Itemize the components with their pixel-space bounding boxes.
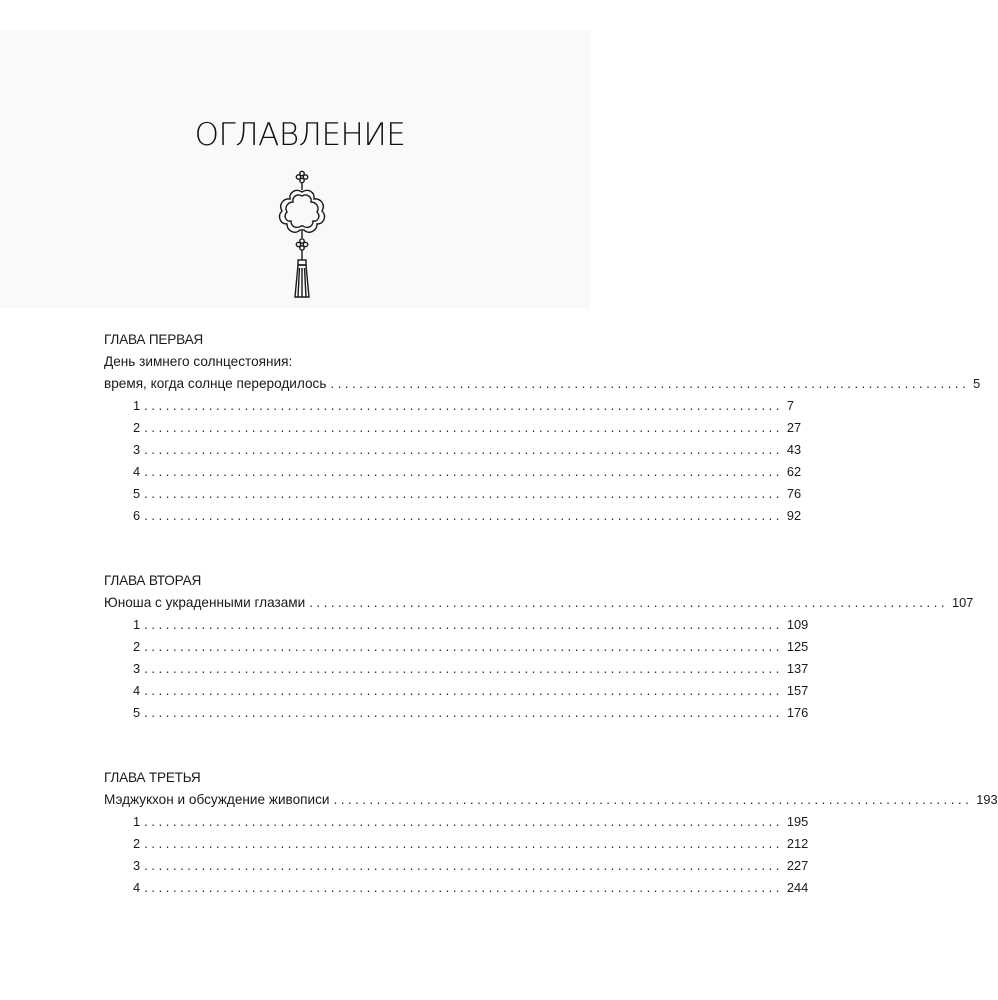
page-number: 92 [786, 508, 802, 523]
section-number: 5 [133, 705, 141, 720]
dot-leader: ......................................................................................... [144, 705, 783, 720]
dot-leader: ......................................................................................... [333, 792, 973, 807]
toc-section[interactable] [104, 680, 809, 702]
page-number: 7 [786, 398, 794, 413]
dot-leader: ......................................................................................... [144, 617, 783, 632]
toc-section[interactable] [104, 439, 802, 461]
toc-section[interactable] [104, 636, 809, 658]
section-number: 1 [133, 398, 141, 413]
dot-leader: ......................................................................................... [144, 442, 783, 457]
dot-leader: ......................................................................................... [144, 639, 783, 654]
toc-section[interactable] [104, 658, 809, 680]
section-number: 1 [133, 814, 141, 829]
page-number: 5 [973, 376, 981, 391]
section-number: 4 [133, 683, 141, 698]
toc-section[interactable] [104, 417, 802, 439]
toc-section[interactable] [104, 811, 809, 833]
dot-leader: ......................................................................................... [330, 376, 970, 391]
section-number: 5 [133, 486, 141, 501]
page-number: 137 [786, 661, 809, 676]
chapter-title: время, когда солнце переродилось [104, 376, 327, 391]
chapter-title: Мэджукхон и обсуждение живописи [104, 792, 330, 807]
dot-leader: ......................................................................................... [144, 814, 783, 829]
toc-section[interactable] [104, 395, 794, 417]
dot-leader: ......................................................................................... [144, 486, 783, 501]
dot-leader: ......................................................................................... [144, 508, 783, 523]
toc-section[interactable] [104, 855, 809, 877]
section-number: 4 [133, 880, 141, 895]
page-number: 43 [786, 442, 802, 457]
page-number: 157 [786, 683, 809, 698]
page-number: 195 [786, 814, 809, 829]
page-title: ОГЛАВЛЕНИЕ [194, 117, 406, 153]
toc-chapter-3 [104, 767, 998, 899]
toc-section[interactable] [104, 505, 802, 527]
chapter-heading: ГЛАВА ПЕРВАЯ [104, 332, 204, 347]
dot-leader: ......................................................................................... [309, 595, 948, 610]
section-number: 1 [133, 617, 141, 632]
section-number: 3 [133, 661, 141, 676]
page-number: 27 [786, 420, 802, 435]
page-number: 109 [786, 617, 809, 632]
toc-entry[interactable] [104, 592, 974, 614]
chapter-title: Юноша с украденными глазами [104, 595, 306, 610]
page-number: 107 [951, 595, 974, 610]
section-number: 2 [133, 420, 141, 435]
toc-entry[interactable] [104, 373, 981, 395]
page-number: 125 [786, 639, 809, 654]
toc-section[interactable] [104, 877, 809, 899]
dot-leader: ......................................................................................... [144, 683, 783, 698]
toc-section[interactable] [104, 702, 809, 724]
dot-leader: ......................................................................................... [144, 464, 783, 479]
section-number: 3 [133, 442, 141, 457]
toc-section[interactable] [104, 483, 802, 505]
section-number: 3 [133, 858, 141, 873]
dot-leader: ......................................................................................... [144, 880, 783, 895]
flower-tassel-ornament-icon [271, 170, 333, 305]
page-number: 193 [976, 792, 998, 807]
chapter-title: День зимнего солнцестояния: [104, 354, 293, 369]
page-number: 227 [786, 858, 809, 873]
toc-chapter-1 [104, 329, 981, 527]
chapter-heading: ГЛАВА ВТОРАЯ [104, 573, 202, 588]
toc-section[interactable] [104, 614, 809, 636]
dot-leader: ......................................................................................... [144, 398, 783, 413]
toc-section[interactable] [104, 461, 802, 483]
page-number: 244 [786, 880, 809, 895]
toc-section[interactable] [104, 833, 809, 855]
toc-chapter-2 [104, 570, 974, 724]
section-number: 6 [133, 508, 141, 523]
section-number: 2 [133, 639, 141, 654]
page-number: 76 [786, 486, 802, 501]
toc-entry[interactable] [104, 789, 998, 811]
dot-leader: ......................................................................................... [144, 661, 783, 676]
section-number: 4 [133, 464, 141, 479]
page-number: 212 [786, 836, 809, 851]
dot-leader: ......................................................................................... [144, 858, 783, 873]
page-number: 176 [786, 705, 809, 720]
dot-leader: ......................................................................................... [144, 836, 783, 851]
dot-leader: ......................................................................................... [144, 420, 783, 435]
chapter-heading: ГЛАВА ТРЕТЬЯ [104, 770, 201, 785]
page-number: 62 [786, 464, 802, 479]
section-number: 2 [133, 836, 141, 851]
